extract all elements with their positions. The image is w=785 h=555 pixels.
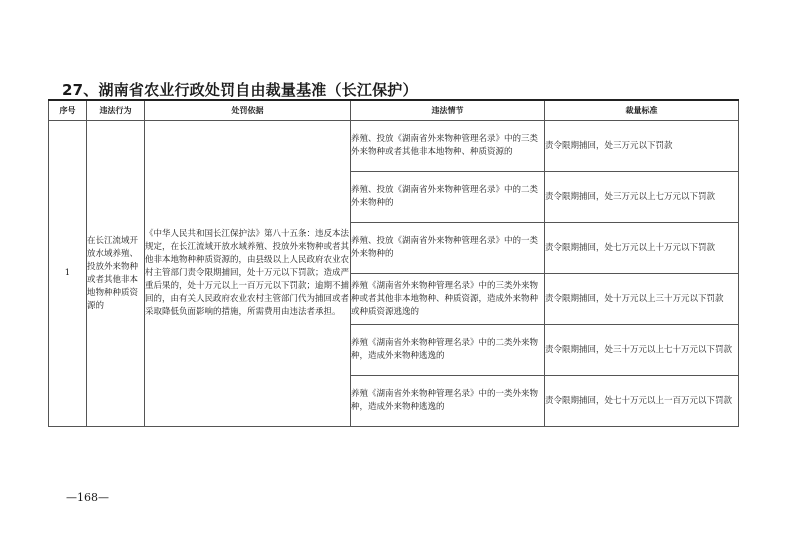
legal-basis-cell: 《中华人民共和国长江保护法》第八十五条：违反本法规定，在长江流域开放水域养殖、投放外来物种或者其他非本地物种种质资源的，由县级以上人民政府农业农村主管部门责令限期捕回，处十万元以下罚款；造成严重后果的，处十万元以上一百万元以下罚款；逾期不捕回的，由有关人民政府农业农村主管部门代为捕回或者采取降低负面影响的措施，所需费用由违法者承担。 <box>145 121 351 427</box>
circumstance-cell: 养殖、投放《湖南省外来物种管理名录》中的一类外来物种的 <box>351 223 545 274</box>
violation-cell: 在长江流域开放水域养殖、投放外来物种或者其他非本地物种种质资源的 <box>87 121 145 427</box>
circumstance-cell: 养殖、投放《湖南省外来物种管理名录》中的三类外来物种或者其他非本地物种、种质资源的 <box>351 121 545 172</box>
standard-cell: 责令限期捕回，处七万元以上十万元以下罚款 <box>545 223 739 274</box>
standard-cell: 责令限期捕回，处三十万元以上七十万元以下罚款 <box>545 325 739 376</box>
header-basis: 处罚依据 <box>145 100 351 121</box>
header-seq: 序号 <box>49 100 87 121</box>
table-header-row <box>49 100 739 121</box>
circumstance-cell: 养殖《湖南省外来物种管理名录》中的三类外来物种或者其他非本地物种、种质资源，造成外来物种或种质资源逃逸的 <box>351 274 545 325</box>
header-circumstance: 违法情节 <box>351 100 545 121</box>
circumstance-cell: 养殖、投放《湖南省外来物种管理名录》中的二类外来物种的 <box>351 172 545 223</box>
standard-cell: 责令限期捕回，处七十万元以上一百万元以下罚款 <box>545 376 739 427</box>
standard-cell: 责令限期捕回，处三万元以下罚款 <box>545 121 739 172</box>
header-standard: 裁量标准 <box>545 100 739 121</box>
page-title: 27、湖南省农业行政处罚自由裁量基准（长江保护） <box>62 81 418 99</box>
circumstance-cell: 养殖《湖南省外来物种管理名录》中的一类外来物种，造成外来物种逃逸的 <box>351 376 545 427</box>
page-number: —168— <box>66 491 109 504</box>
header-act: 违法行为 <box>87 100 145 121</box>
penalty-table <box>48 99 739 427</box>
table-row <box>49 121 739 172</box>
circumstance-cell: 养殖《湖南省外来物种管理名录》中的二类外来物种，造成外来物种逃逸的 <box>351 325 545 376</box>
seq-cell: 1 <box>49 121 87 427</box>
standard-cell: 责令限期捕回，处十万元以上三十万元以下罚款 <box>545 274 739 325</box>
standard-cell: 责令限期捕回，处三万元以上七万元以下罚款 <box>545 172 739 223</box>
